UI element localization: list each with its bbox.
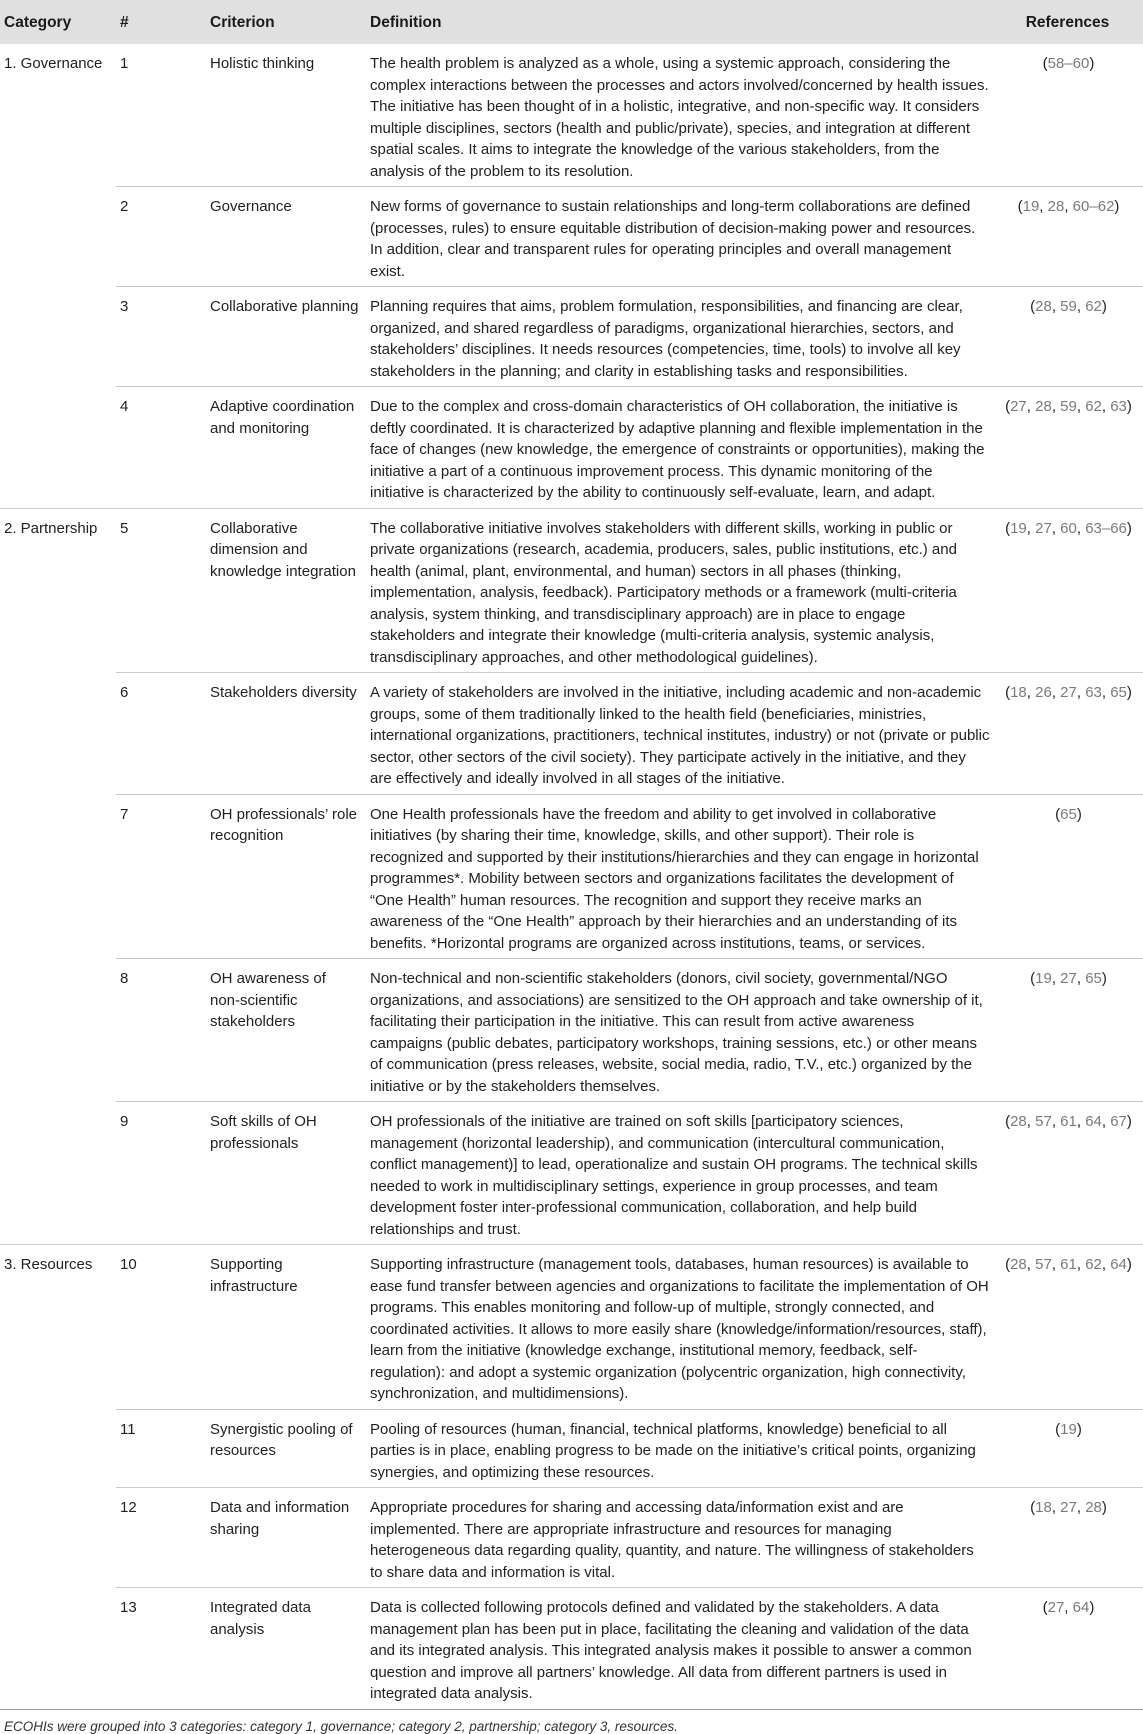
reference-link[interactable]: 27 — [1060, 1499, 1077, 1516]
category-cell: 3. Resources — [0, 1245, 116, 1410]
number-cell: 2 — [116, 187, 206, 287]
criterion-cell: Collaborative dimension and knowledge integration — [206, 508, 366, 673]
criterion-cell: Collaborative planning — [206, 287, 366, 387]
definition-cell — [366, 959, 996, 1102]
reference-link[interactable]: 27 — [1010, 398, 1027, 415]
reference-link[interactable]: 64 — [1072, 1599, 1090, 1616]
table-row — [0, 44, 1143, 187]
category-cell — [0, 1102, 116, 1245]
header-references: References — [996, 0, 1143, 44]
references-cell: (58–60) — [1042, 55, 1095, 72]
table-row — [0, 1488, 1143, 1588]
criterion-cell: Synergistic pooling of resources — [206, 1409, 366, 1488]
table-header — [0, 0, 1143, 44]
definition-cell — [366, 508, 996, 673]
criterion-cell: Soft skills of OH professionals — [206, 1102, 366, 1245]
reference-link[interactable]: 61 — [1060, 1256, 1077, 1273]
reference-link[interactable]: 28 — [1010, 1113, 1027, 1130]
reference-link[interactable]: 26 — [1035, 684, 1052, 701]
reference-link[interactable]: 28 — [1010, 1256, 1027, 1273]
criterion-cell: Data and information sharing — [206, 1488, 366, 1588]
reference-link[interactable]: 19 — [1060, 1420, 1077, 1438]
table-row — [0, 1588, 1143, 1710]
definition-paragraph: Due to the complex and cross-domain characteristics of OH collaboration, the initiative is deftly coordinated. It is characterized by adaptive planning and flexible implementation in the face of changes (new knowledge, the emergence of constraints or opportunities), making the initiative a part of a continuous improvement process. This dynamic monitoring of the initiative is characterized by the ability to continuously self-evaluate, learn, and adapt. — [370, 398, 985, 501]
references-cell: (28, 59, 62) — [996, 287, 1143, 387]
table-row — [0, 1102, 1143, 1245]
criterion-cell: Supporting infrastructure — [206, 1245, 366, 1410]
references-cell: (65) — [996, 794, 1143, 959]
references-cell: (27, 28, 59, 62, 63) — [996, 387, 1143, 509]
reference-link[interactable]: 63 — [1110, 398, 1127, 415]
number-cell: 8 — [116, 959, 206, 1102]
definition-cell — [366, 673, 996, 795]
table-row — [0, 508, 1143, 673]
table-row — [0, 387, 1143, 509]
definition-cell — [366, 1102, 996, 1245]
reference-link[interactable]: 65 — [1085, 970, 1102, 987]
reference-link[interactable]: 27 — [1060, 684, 1077, 701]
reference-link[interactable]: 57 — [1035, 1256, 1052, 1273]
reference-link[interactable]: 57 — [1035, 1113, 1052, 1130]
reference-link[interactable]: 27 — [1035, 519, 1052, 537]
definition-cell — [366, 287, 996, 387]
reference-link[interactable]: 28 — [1085, 1499, 1102, 1516]
number-cell: 7 — [116, 794, 206, 959]
header-category: Category — [0, 0, 116, 44]
reference-link[interactable]: 58–60 — [1047, 55, 1090, 72]
criterion-cell: OH awareness of non-scientific stakeholders — [206, 959, 366, 1102]
table-row — [0, 287, 1143, 387]
reference-link[interactable]: 65 — [1060, 805, 1077, 823]
number-cell: 9 — [116, 1102, 206, 1245]
criterion-cell: Governance — [206, 187, 366, 287]
definition-paragraph: One Health professionals have the freedom and ability to get involved in collaborative initiatives (by sharing their time, knowledge, skills, and other support). Their role is recognized and supported by their institutions/hierarchies and they can engage in horizontal programmes*. Mobility between sectors and organizations facilitates the development of “One Health” human resources. The recognition and support they receive marks an awareness of the “One Health” approach by their hierarchies and an understanding of its benefits. *Horizontal programs are organized across institutions, teams, or services. — [370, 805, 979, 952]
references-cell: (28, 57, 61, 64, 67) — [996, 1102, 1143, 1245]
number-cell: 5 — [116, 508, 206, 673]
reference-link[interactable]: 59 — [1060, 298, 1077, 315]
reference-link[interactable]: 27 — [1060, 970, 1077, 987]
definition-cell — [366, 794, 996, 959]
definition-cell — [366, 1488, 996, 1588]
reference-link[interactable]: 61 — [1060, 1113, 1077, 1130]
references-cell: (27, 64) — [996, 1588, 1143, 1710]
category-cell — [0, 673, 116, 795]
criterion-cell: Adaptive coordination and monitoring — [206, 387, 366, 509]
reference-link[interactable]: 67 — [1110, 1113, 1127, 1130]
definition-cell — [366, 1245, 996, 1410]
table-row — [0, 794, 1143, 959]
definition-paragraph: The collaborative initiative involves stakeholders with different skills, working in public or private organizations (research, academia, producers, sales, public institutions, etc.) and health (animal, plant, environmental, and human) sectors in all phases (thinking, implementation, analysis, feedback). Participatory methods or a framework (multi-criteria analysis, system thinking, and transdisciplinary approach) are in place to engage stakeholders and integrate their knowledge (multi-criteria analysis, systemic analysis, transdisciplinary approaches, and other methodological guidelines). — [370, 519, 957, 666]
category-cell — [0, 1588, 116, 1710]
category-cell — [0, 387, 116, 509]
definition-paragraph: The initiative has been thought of in a holistic, integrative, and non-specific way. It considers multiple disciplines, sectors (health and public/private), species, and integration at different spatial scales. It aims to integrate the knowledge of the various stakeholders, from the analysis of the problem to its resolution. — [370, 98, 980, 180]
number-cell: 3 — [116, 287, 206, 387]
criterion-cell: OH professionals’ role recognition — [206, 794, 366, 959]
reference-link[interactable]: 63 — [1085, 684, 1102, 701]
reference-link[interactable]: 19 — [1010, 519, 1027, 537]
reference-link[interactable]: 27 — [1047, 1599, 1065, 1616]
criterion-cell: Holistic thinking — [210, 55, 315, 72]
reference-link[interactable]: 64 — [1110, 1256, 1127, 1273]
reference-link[interactable]: 59 — [1060, 398, 1077, 415]
header-definition: Definition — [366, 0, 996, 44]
category-cell — [0, 1488, 116, 1588]
number-cell: 10 — [116, 1245, 206, 1410]
criterion-cell: Stakeholders diversity — [206, 673, 366, 795]
number-cell: 1 — [120, 55, 129, 72]
definition-cell — [366, 1588, 996, 1710]
references-cell: (18, 26, 27, 63, 65) — [996, 673, 1143, 795]
table-row — [0, 1245, 1143, 1410]
reference-link[interactable]: 18 — [1035, 1499, 1052, 1516]
definition-cell — [366, 387, 996, 509]
references-cell: (19, 27, 60, 63–66) — [996, 508, 1143, 673]
definition-paragraph: A variety of stakeholders are involved in the initiative, including academic and non-academic groups, some of them traditionally linked to the health field (beneficiaries, ministries, international organizations, practitioners, technical institutes, industry) or not (private or public sector, other sectors of the civil society). They participate actively in the initiative, and they are effectively and ideally involved in all stages of the initiative. — [370, 684, 990, 787]
category-cell — [0, 1409, 116, 1488]
header-row — [0, 0, 1143, 44]
table-row — [0, 673, 1143, 795]
reference-link[interactable]: 62 — [1085, 398, 1102, 415]
table-body — [0, 44, 1143, 1709]
reference-link[interactable]: 65 — [1110, 684, 1127, 701]
header-criterion: Criterion — [206, 0, 366, 44]
references-cell: (19, 27, 65) — [996, 959, 1143, 1102]
criterion-cell: Integrated data analysis — [206, 1588, 366, 1710]
definition-paragraph: Supporting infrastructure (management tools, databases, human resources) is available to ease fund transfer between agencies and organizations to facilitate the implementation of OH programs. This enables monitoring and follow-up of multiple, strongly connected, and coordinated activities. It allows to more easily share (knowledge/information/resources, staff), learn from the initiative (knowledge exchange, institutional memory, feedback, self-regulation): and adopt a systemic organization (polycentric organization, high connectivity, synchronization, and multidimensions). — [370, 1256, 989, 1402]
definition-paragraph: New forms of governance to sustain relationships and long-term collaborations are defined (processes, rules) to ensure equitable distribution of decision-making power and resources. In addition, clear and transparent rules for operating principles and overall management exist. — [370, 198, 976, 280]
reference-link[interactable]: 60–62 — [1072, 198, 1115, 215]
header-number: # — [116, 0, 206, 44]
category-cell — [0, 287, 116, 387]
definition-paragraph: Appropriate procedures for sharing and accessing data/information exist and are implemented. There are appropriate infrastructure and resources for managing heterogeneous data regarding quality, quantity, and nature. The willingness of stakeholders to share data and information is vital. — [370, 1499, 974, 1581]
reference-link[interactable]: 28 — [1047, 198, 1065, 215]
table-row — [0, 187, 1143, 287]
definition-cell — [366, 1409, 996, 1488]
definition-paragraph: Data is collected following protocols defined and validated by the stakeholders. A data management plan has been put in place, facilitating the cleaning and validation of the data and its integrated analysis. This integrated analysis makes it possible to answer a common question and improve all partners’ knowledge. All data from different partners is used in integrated data analysis. — [370, 1599, 972, 1702]
number-cell: 11 — [116, 1409, 206, 1488]
references-cell: (28, 57, 61, 62, 64) — [996, 1245, 1143, 1410]
reference-link[interactable]: 60 — [1060, 519, 1077, 537]
number-cell: 13 — [116, 1588, 206, 1710]
table-row — [0, 959, 1143, 1102]
reference-link[interactable]: 64 — [1085, 1113, 1102, 1130]
reference-link[interactable]: 18 — [1010, 684, 1027, 701]
definition-paragraph: Non-technical and non-scientific stakeholders (donors, civil society, governmental/NGO organizations, and associations) are sensitized to the OH approach and take ownership of it, facilitating their participation in the initiative. This can result from active awareness campaigns (public debates, participatory workshops, training sessions, etc.) or other means of communication (press releases, website, social media, radio, T.V., etc.) organized by the initiative or by the stakeholders themselves. — [370, 970, 983, 1095]
category-cell — [0, 187, 116, 287]
category-cell — [0, 794, 116, 959]
number-cell: 6 — [116, 673, 206, 795]
references-cell: (19, 28, 60–62) — [996, 187, 1143, 287]
table-row — [0, 1409, 1143, 1488]
number-cell: 4 — [116, 387, 206, 509]
category-cell: 1. Governance — [4, 55, 103, 72]
category-cell — [0, 959, 116, 1102]
definition-cell — [366, 187, 996, 287]
definition-paragraph: Planning requires that aims, problem formulation, responsibilities, and financing are clear, organized, and shared regardless of paradigms, organizational hierarchies, sectors, and stakeholders’ disciplines. It needs resources (competencies, time, tools) to involve all key stakeholders in the planning; and clarity in establishing tasks and responsibilities. — [370, 298, 963, 380]
reference-link[interactable]: 62 — [1085, 298, 1102, 315]
reference-link[interactable]: 19 — [1022, 198, 1040, 215]
reference-link[interactable]: 63–66 — [1085, 519, 1127, 537]
category-cell: 2. Partnership — [0, 508, 116, 673]
number-cell: 12 — [116, 1488, 206, 1588]
definition-paragraph: The health problem is analyzed as a whole, using a systemic approach, considering the complex interactions between the processes and actors involved/concerned by health issues. — [370, 55, 989, 94]
references-cell: (18, 27, 28) — [996, 1488, 1143, 1588]
reference-link[interactable]: 62 — [1085, 1256, 1102, 1273]
definition-cell — [366, 44, 996, 187]
table-footnote: ECOHIs were grouped into 3 categories: category 1, governance; category 2, partnership; category 3, resources. — [4, 1718, 678, 1734]
reference-link[interactable]: 19 — [1035, 970, 1052, 987]
definition-paragraph: OH professionals of the initiative are trained on soft skills [participatory sciences, management (horizontal leadership), and communication (intercultural communication, conflict management)] to lead, operationalize and sustain OH programs. The technical skills needed to work in multidisciplinary settings, experience in group processes, and team development foster inter-professional communication, collaboration, and help build relationships and trust. — [370, 1113, 978, 1238]
references-cell: (19) — [996, 1409, 1143, 1488]
reference-link[interactable]: 28 — [1035, 398, 1052, 415]
reference-link[interactable]: 28 — [1035, 298, 1052, 315]
definition-paragraph: Pooling of resources (human, financial, technical platforms, knowledge) beneficial to all parties is in place, enabling progress to be made on the initiative’s critical points, organizing synergies, and optimizing these resources. — [370, 1420, 976, 1481]
